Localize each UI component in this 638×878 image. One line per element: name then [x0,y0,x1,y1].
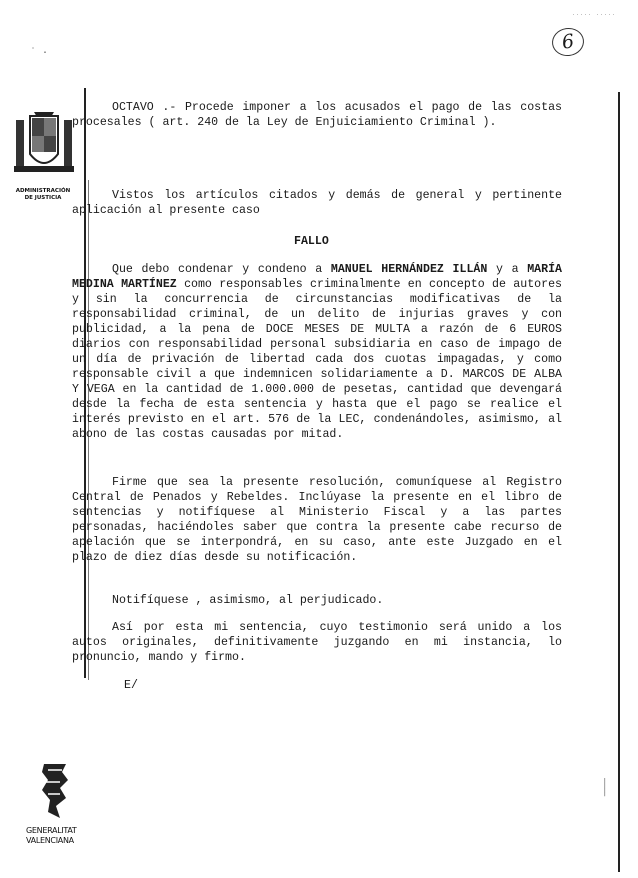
firme-paragraph [72,475,562,565]
octavo-paragraph [72,100,562,130]
generalitat-logo-icon [38,760,72,822]
right-margin-line [618,92,620,872]
notifiquese-text: Notifíquese , asimismo, al perjudicado. [112,594,384,607]
firme-text: Firme que sea la presente resolución, comuníquese al Registro Central de Penados y Rebeldes. Inclúyase la presente en el libro de sentencias y notifíquese al Ministerio Fiscal y a las partes personadas, haciéndoles saber que contra la presente cabe recurso de apelación que se interpondrá, en su caso, ante este Juzgado en el plazo de diez días desde su notificación. [72,476,562,564]
fallo-paragraph [72,262,562,442]
signature-mark [124,678,184,693]
octavo-text: OCTAVO .- Procede imponer a los acusados el pago de las costas procesales ( art. 240 de la Ley de Enjuiciamiento Criminal ). [72,101,562,129]
corner-mark: ····· ····· [572,12,617,18]
vistos-text: Vistos los artículos citados y demás de general y pertinente aplicación al presente caso [72,189,562,217]
coat-of-arms-icon [14,110,74,182]
scan-specks: ˙ · [30,48,49,59]
page-number: 6 [550,26,586,58]
asi-paragraph [72,620,562,665]
generalitat-label: GENERALITAT VALENCIANA [26,826,77,845]
notifiquese-paragraph [72,593,562,608]
fallo-text [72,262,562,442]
vistos-paragraph [72,188,562,218]
fallo-mid: y a [487,263,528,276]
fallo-lead: Que debo condenar y condeno a [112,263,331,276]
side-code: ───── [602,778,609,797]
fallo-rest: como responsables criminalmente en concepto de autores y sin la concurrencia de circunstancias modificativas de la responsabilidad criminal, de un delito de injurias graves y con publicidad, a la pena de DOCE MESES DE MULTA a razón de 6 EUROS diarios con responsabilidad personal subsidiaria en caso de impago de un día de privación de libertad cada dos cuotas impagadas, y como responsable civil a que indemnicen solidariamente a D. MARCOS DE ALBA Y VEGA en la cantidad de 1.000.000 de pesetas, cantidad que devengará desde la fecha de esta sentencia y hasta que el pago se realice el interés previsto en el art. 576 de la LEC, condenándoles, asimismo, al abono de las costas causadas por mitad. [72,278,562,441]
defendant-name-1: MANUEL HERNÁNDEZ ILLÁN [330,263,488,276]
asi-text: Así por esta mi sentencia, cuyo testimonio será unido a los autos originales, definitivamente juzgando en mi instancia, lo pronuncio, mando y firmo. [72,621,562,664]
fallo-heading: FALLO [294,235,329,248]
administration-label: ADMINISTRACIÓN DE JUSTICIA [15,188,71,201]
defendant-name-2: MARÍA MEDINA MARTÍNEZ [72,263,562,291]
signature-text: E/ [124,679,138,692]
